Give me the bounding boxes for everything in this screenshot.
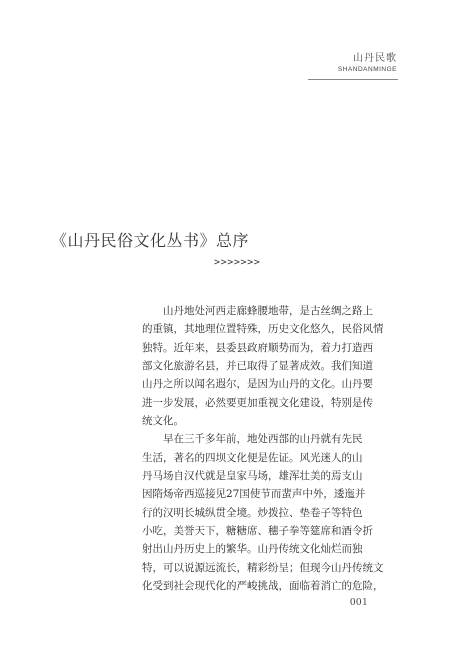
text-line: 因隋炀帝西巡接见27国使节而蜚声中外，逶迤并 xyxy=(142,488,366,501)
header-title-cn: 山丹民歌 xyxy=(353,53,397,64)
text-line: 独特。近年来，县委县政府顺势而为，着力打造西 xyxy=(142,341,373,354)
text-line: 行的汉明长城纵贯全境。炒拨拉、垫卷子等特色 xyxy=(142,506,363,519)
text-line: 生活，著名的四坝文化便是佐证。风光迷人的山 xyxy=(142,451,363,464)
text-line: 山丹之所以闻名遐尔，是因为山丹的文化。山丹要 xyxy=(142,378,373,391)
text-line: 化受到社会现代化的严峻挑战，面临着消亡的危险， xyxy=(142,580,384,593)
header-divider xyxy=(308,79,398,80)
body-text xyxy=(142,302,402,596)
text-line: 的重镇，其地理位置特殊，历史文化悠久，民俗风情 xyxy=(142,323,384,336)
text-line: 统文化。 xyxy=(142,415,184,428)
text-line: 山丹地处河西走廊蜂腰地带，是古丝绸之路上 xyxy=(163,305,373,317)
text-line: 特，可以说源远流长，精彩纷呈；但现今山丹传统文 xyxy=(142,561,384,574)
header-title-en: SHANDANMINGE xyxy=(337,66,397,73)
running-header xyxy=(338,49,397,73)
page-number: 001 xyxy=(350,596,368,608)
text-line: 早在三千多年前，地处西部的山丹就有先民 xyxy=(163,433,363,446)
text-line: 小吃，美誉天下，糖糖席、穗子拳等筵席和酒令折 xyxy=(142,525,373,538)
text-line: 进一步发展，必然要更加重视文化建设，特别是传 xyxy=(142,396,373,409)
title-ornament: >>>>>>> xyxy=(214,257,261,268)
section-title: 《山丹民俗文化丛书》总序 xyxy=(51,231,250,250)
text-line: 部文化旅游名县，并已取得了显著成效。我们知道 xyxy=(142,360,373,373)
text-line: 丹马场自汉代就是皇家马场，雄浑壮美的焉支山 xyxy=(142,470,363,483)
text-line: 射出山丹历史上的繁华。山丹传统文化灿烂而独 xyxy=(142,543,363,556)
